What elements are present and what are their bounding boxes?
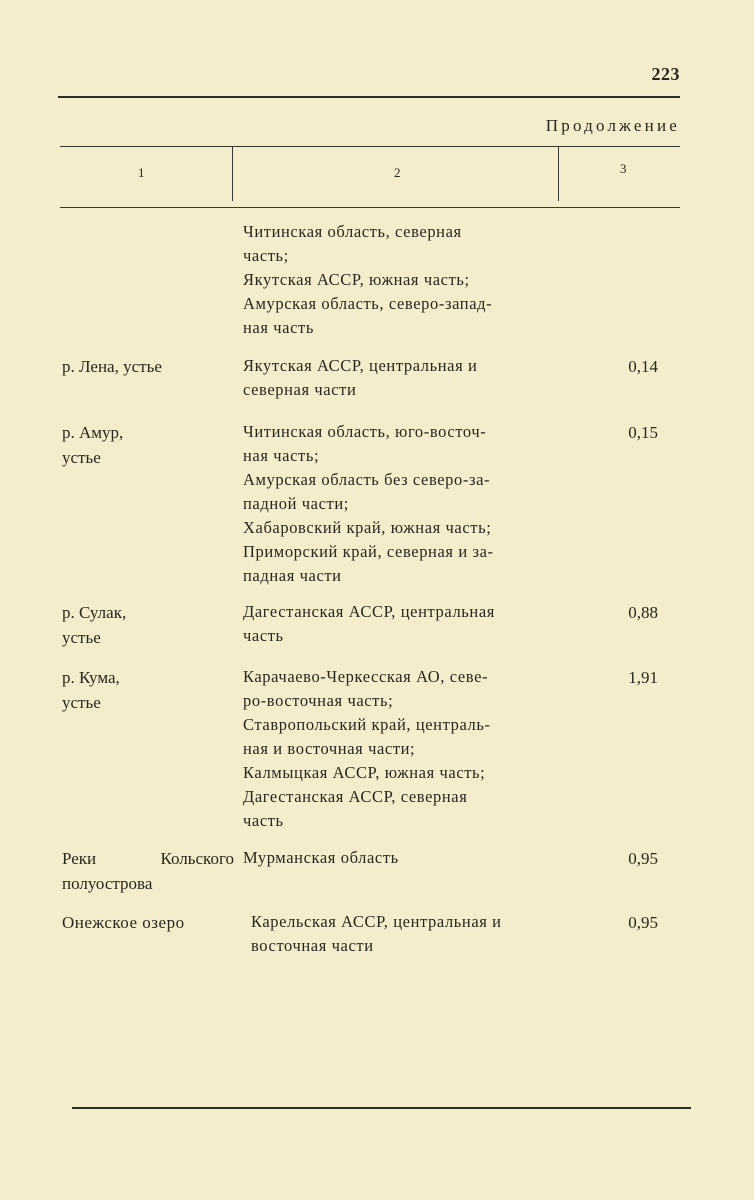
region-line: Амурская область, северо-запад- [243,294,493,313]
region-cell [243,846,558,870]
region-line: часть; [243,246,289,265]
river-cell: Реки Кольского полуострова [62,849,234,893]
region-cell [243,420,558,588]
region-cell [243,600,558,648]
table-header [60,146,680,208]
region-line: падная части [243,566,342,585]
value-cell: 0,95 [628,849,658,868]
column-number-2: 2 [394,165,401,180]
region-line: Амурская область без северо-за- [243,470,491,489]
region-line: Хабаровский край, южная часть; [243,518,492,537]
page-number: 223 [651,64,680,84]
value-cell: 0,88 [628,603,658,622]
region-line: Дагестанская АССР, центральная [243,602,495,621]
header-rule [58,96,680,98]
region-line: Якутская АССР, центральная и [243,356,478,375]
continuation-label: Продолжение [545,116,680,135]
value-cell: 0,14 [628,357,658,376]
region-line: Дагестанская АССР, северная [243,787,468,806]
region-cell [251,910,566,958]
region-line: часть [243,626,284,645]
region-line: падной части; [243,494,349,513]
value-cell: 0,95 [628,913,658,932]
column-divider [232,147,233,201]
river-cell: р. Амур, устье [62,423,124,467]
region-cell [243,354,558,402]
region-line: Приморский край, северная и за- [243,542,494,561]
column-divider [558,147,559,201]
column-number-3: 3 [620,161,627,176]
region-line: Читинская область, юго-восточ- [243,422,487,441]
region-line: Якутская АССР, южная часть; [243,270,470,289]
value-cell: 1,91 [628,668,658,687]
region-line: восточная части [251,936,374,955]
column-number-1: 1 [138,165,145,180]
region-cell [243,665,558,833]
region-line: северная части [243,380,357,399]
region-cell [243,220,558,340]
region-line: Карельская АССР, центральная и [251,912,502,931]
footer-rule [72,1107,691,1109]
region-line: ная часть [243,318,314,337]
region-line: ро-восточная часть; [243,691,394,710]
region-line: ная часть; [243,446,320,465]
value-cell: 0,15 [628,423,658,442]
river-cell: р. Сулак, устье [62,603,127,647]
region-line: часть [243,811,284,830]
region-line: Мурманская область [243,848,399,867]
region-line: ная и восточная части; [243,739,416,758]
region-line: Карачаево-Черкесская АО, севе- [243,667,489,686]
river-cell: р. Кума, устье [62,668,120,712]
river-cell: р. Лена, устье [62,357,162,376]
region-line: Ставропольский край, централь- [243,715,491,734]
region-line: Калмыцкая АССР, южная часть; [243,763,486,782]
river-cell: Онежское озеро [62,913,185,932]
region-line: Читинская область, северная [243,222,462,241]
